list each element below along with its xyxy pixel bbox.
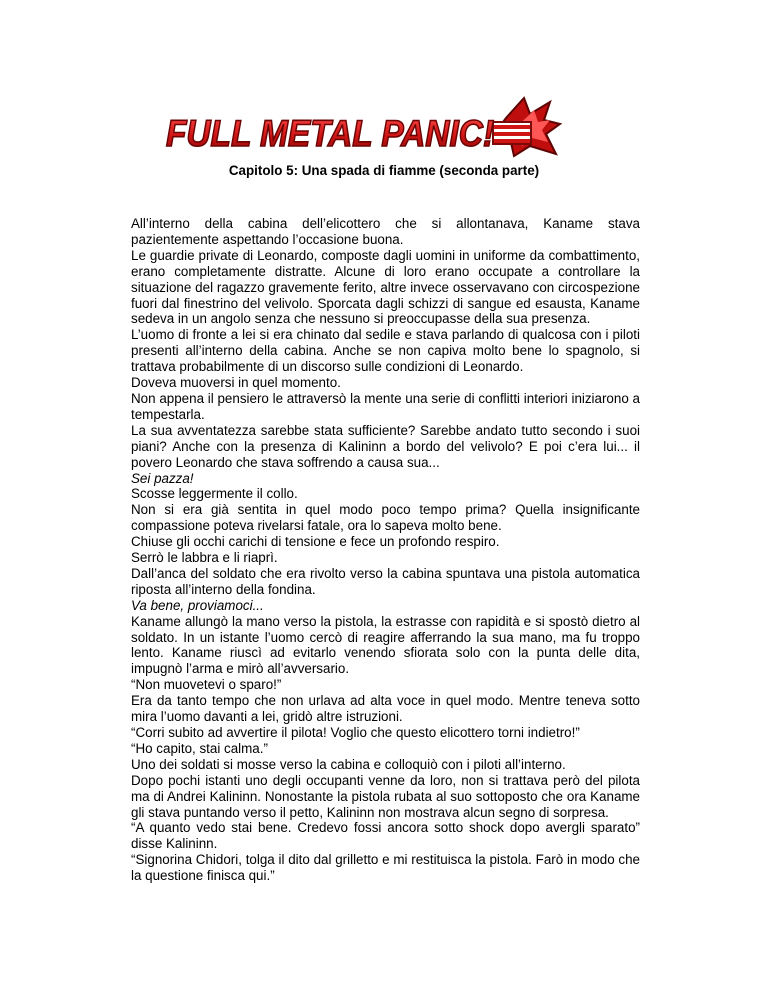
italic-thought-paragraph: Va bene, proviamoci... xyxy=(131,597,264,613)
paragraph: Kaname allungò la mano verso la pistola, la estrasse con rapidità e si spostò dietro al soldato. In un istante l’uomo cercò di reagire afferrando la sua mano, ma fu troppo lento. Kaname riuscì ad evitarlo venendo sfiorata solo con la punta delle dita, impugnò l’arma e mirò all’avversario. xyxy=(131,613,640,677)
paragraph: Uno dei soldati si mosse verso la cabina e colloquiò con i piloti all’interno. xyxy=(131,756,566,772)
paragraph: Scosse leggermente il collo. xyxy=(131,486,298,502)
paragraph: Non si era già sentita in quel modo poco tempo prima? Quella insignificante compassione poteva rivelarsi fatale, ora lo sapeva molto bene. xyxy=(131,502,640,534)
paragraph: Era da tanto tempo che non urlava ad alta voce in quel modo. Mentre teneva sotto mira l’uomo davanti a lei, gridò altre istruzioni. xyxy=(131,693,640,725)
chapter-title: Capitolo 5: Una spada di fiamme (seconda parte) xyxy=(228,163,540,178)
logo-text: FULL METAL PANIC! xyxy=(166,113,494,154)
paragraph: Serrò le labbra e li riaprì. xyxy=(131,550,278,566)
paragraph: Non appena il pensiero le attraversò la mente una serie di conflitti interiori iniziarono a tempestarla. xyxy=(131,390,640,422)
paragraph: L’uomo di fronte a lei si era chinato dal sedile e stava parlando di qualcosa con i piloti presenti all’interno della cabina. Anche se non capiva molto bene lo spagnolo, si trattava probabilmente di un discorso sulle condizioni di Leonardo. xyxy=(131,327,640,375)
paragraph: Dall’anca del soldato che era rivolto verso la cabina spuntava una pistola automatica riposta all’interno della fondina. xyxy=(131,565,640,597)
paragraph: “Ho capito, stai calma.” xyxy=(131,740,268,756)
italic-thought-paragraph: Sei pazza! xyxy=(131,470,194,486)
chapter-body xyxy=(131,216,640,884)
paragraph: “Corri subito ad avvertire il pilota! Voglio che questo elicottero torni indietro!” xyxy=(131,725,580,740)
paragraph: All’interno della cabina dell’elicottero che si allontanava, Kaname stava pazientemente aspettando l’occasione buona. xyxy=(131,216,640,247)
paragraph: Le guardie private di Leonardo, composte dagli uomini in uniforme da combattimento, erano completamente distratte. Alcune di loro erano occupate a controllare la situazione del ragazzo gravemente ferito, altre invece osservavano con circospezione fuori dal finestrino del velivolo. Sporcata dagli schizzi di sangue ed esausta, Kaname sedeva in un angolo senza che nessuno si preoccupasse della sua presenza. xyxy=(131,247,640,327)
paragraph: “Signorina Chidori, tolga il dito dal grilletto e mi restituisca la pistola. Farò in modo che la questione finisca qui.” xyxy=(131,852,640,884)
paragraph: “A quanto vedo stai bene. Credevo fossi ancora sotto shock dopo avergli sparato” disse Kalininn. xyxy=(131,820,640,852)
paragraph: Doveva muoversi in quel momento. xyxy=(131,375,341,391)
full-metal-panic-logo xyxy=(158,94,610,164)
paragraph: “Non muovetevi o sparo!” xyxy=(131,677,282,693)
paragraph: Dopo pochi istanti uno degli occupanti venne da loro, non si trattava però del pilota ma di Andrei Kalininn. Nonostante la pistola rubata al suo sottoposto che ora Kaname gli stava puntando verso il petto, Kalininn non mostrava alcun segno di sorpresa. xyxy=(131,772,640,820)
paragraph: La sua avventatezza sarebbe stata sufficiente? Sarebbe andato tutto secondo i suoi piani? Anche con la presenza di Kalininn a bordo del velivolo? E poi c’era lui... il povero Leonardo che stava soffrendo a causa sua... xyxy=(131,422,640,470)
logo-emblem-shape xyxy=(493,98,560,156)
paragraph: Chiuse gli occhi carichi di tensione e fece un profondo respiro. xyxy=(131,534,500,550)
